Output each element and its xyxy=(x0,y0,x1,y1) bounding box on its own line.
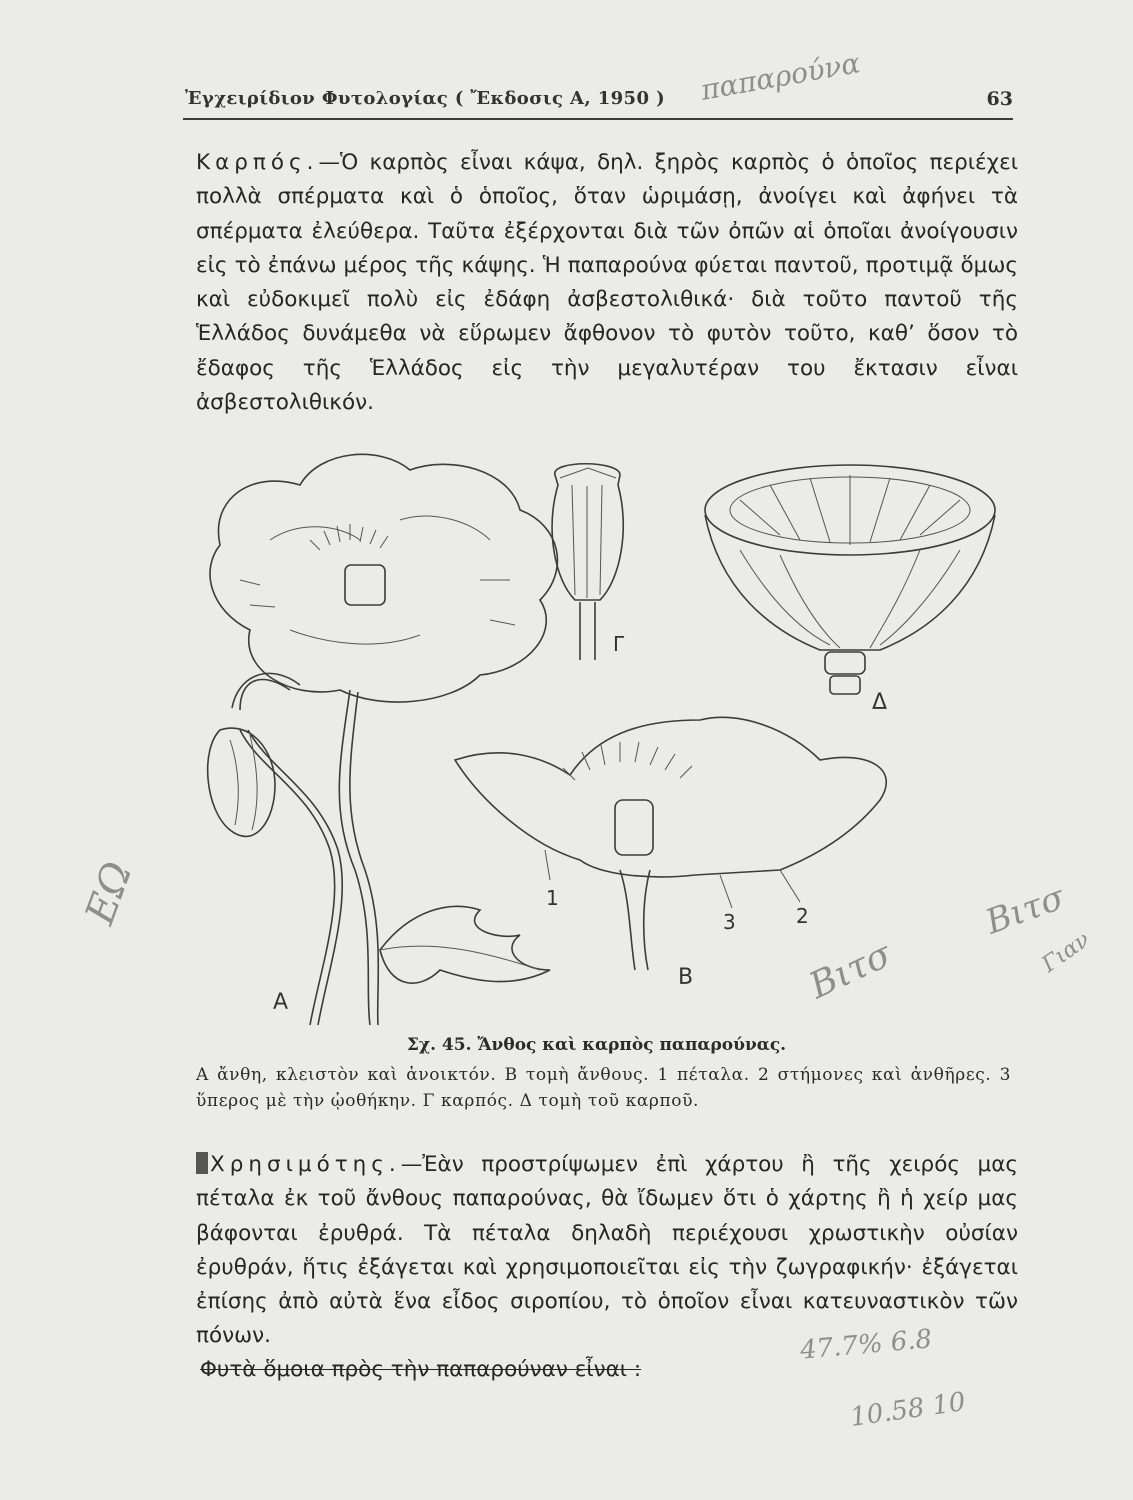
figure-label-d: Δ xyxy=(872,690,888,715)
handwritten-note-right-1: Βιτσ xyxy=(980,877,1070,943)
capsule-section-drawing xyxy=(705,465,995,694)
figure-caption-body: Α ἄνθη, κλειστὸν καὶ ἀνοικτόν. Β τομὴ ἄνθους. 1 πέταλα. 2 στήμονες καὶ ἀνθῆρες. 3 ὕπερος μὲ τὴν ᾠοθήκην. Γ καρπός. Δ τομὴ τοῦ καρποῦ. xyxy=(196,1065,1011,1111)
paragraph-lead: Χρησιμότης. xyxy=(210,1152,401,1177)
figure-label-g: Γ xyxy=(613,632,625,656)
handwritten-note-bottom-2: 10.58 10 xyxy=(848,1387,968,1433)
figure-label-stamens: 2 xyxy=(796,904,809,928)
margin-mark-icon xyxy=(196,1152,208,1174)
figure-label-petals: 1 xyxy=(546,886,559,910)
paragraph-text: —Ὁ καρπὸς εἶναι κάψα, δηλ. ξηρὸς καρπὸς ὁ ὁποῖος περιέχει πολλὰ σπέρματα καὶ ὁ ὁποῖος, ὅταν ὡριμάσῃ, ἀνοίγει καὶ ἀφήνει τὰ σπέρματα ἐλεύθερα. Ταῦτα ἐξέρχονται διὰ τῶν ὀπῶν αἱ ὁποῖαι ἀνοίγουσιν εἰς τὸ ἐπάνω μέρος τῆς κάψης. Ἡ παπαρούνα φύεται παντοῦ, προτιμᾷ ὅμως καὶ εὐδοκιμεῖ πολὺ εἰς ἐδάφη ἀσβεστολιθικά· διὰ τοῦτο παντοῦ τῆς Ἑλλάδος δυνάμεθα νὰ εὕρωμεν ἄφθονον τὸ φυτὸν τοῦτο, καθ’ ὅσον τὸ ἔδαφος τῆς Ἑλλάδος εἰς τὴν μεγαλυτέραν του ἔκτασιν εἶναι ἀσβεστολιθικόν. xyxy=(196,150,1018,416)
handwritten-note-mid: Βιτσ xyxy=(803,933,898,1008)
paragraph-fruit xyxy=(196,146,1018,420)
figure-label-b: Β xyxy=(678,965,694,990)
handwritten-note-top: παπαρούνα xyxy=(698,46,863,107)
page-number: 63 xyxy=(986,88,1013,110)
handwritten-note-left: ΕΩ xyxy=(76,855,142,931)
capsule-drawing xyxy=(552,464,623,660)
figure-poppy xyxy=(180,430,1020,1030)
running-header xyxy=(183,82,1013,120)
flower-section-drawing xyxy=(455,717,886,970)
figure-caption-title: Σχ. 45. Ἄνθος καὶ καρπὸς παπαρούνας. xyxy=(406,1035,787,1055)
poppy-illustration xyxy=(180,430,1020,1030)
paragraph-text: —Ἐὰν προστρίψωμεν ἐπὶ χάρτου ἢ τῆς χειρός μας πέταλα ἐκ τοῦ ἄνθους παπαρούνας, θὰ ἴδωμεν ὅτι ὁ χάρτης ἢ ἡ χείρ μας βάφονται ἐρυθρά. Τὰ πέταλα δηλαδὴ περιέχουσι χρωστικὴν οὐσίαν ἐρυθράν, ἥτις ἐξάγεται καὶ χρησιμοποιεῖται εἰς τὴν ζωγραφικήν· ἐξάγεται ἐπίσης ἀπὸ αὐτὰ ἕνα εἶδος σιροπίου, τὸ ὁποῖον εἶναι κατευναστικὸν τῶν πόνων. xyxy=(196,1152,1018,1349)
figure-label-pistil: 3 xyxy=(723,910,736,934)
paragraph-similar-plants: Φυτὰ ὅμοια πρὸς τὴν παπαρούναν εἶναι : xyxy=(200,1357,642,1382)
open-flower-drawing xyxy=(210,454,557,702)
paragraph-usefulness xyxy=(196,1148,1018,1354)
handwritten-note-bottom-1: 47.7% 6.8 xyxy=(798,1324,934,1366)
paragraph-lead: Καρπός. xyxy=(196,150,319,175)
figure-label-a: Α xyxy=(273,990,289,1015)
header-title: Ἐγχειρίδιον Φυτολογίας ( Ἔκδοσις Α, 1950 ) xyxy=(185,88,665,109)
handwritten-note-right-2: Γιαν xyxy=(1037,927,1095,978)
